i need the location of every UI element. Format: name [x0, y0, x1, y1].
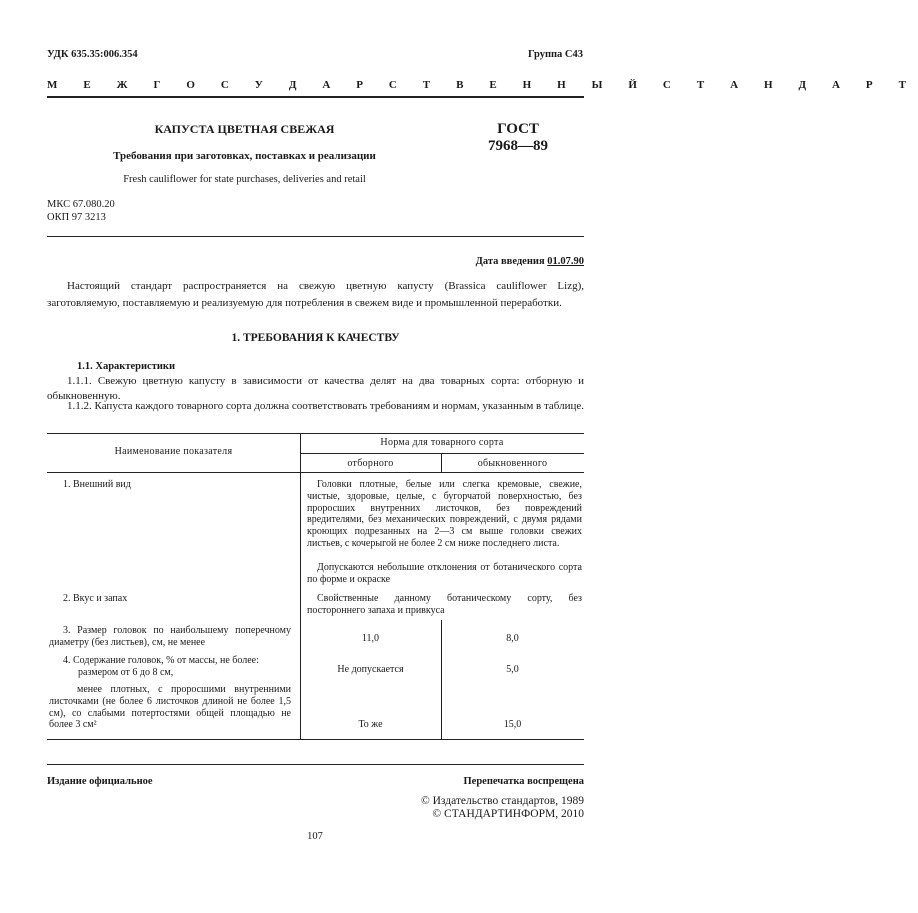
clause-1-1-2: 1.1.2. Капуста каждого товарного сорта должна соответствовать требованиям и нормам, указанным в таблице.: [67, 400, 585, 412]
copyright-1: © Издательство стандартов, 1989: [420, 795, 584, 807]
english-title: Fresh cauliflower for state purchases, deliveries and retail: [123, 174, 366, 185]
row-size-name: 3. Размер головок по наибольшему поперечному диаметру (без листьев), см, не менее: [49, 625, 291, 648]
subsection-heading: 1.1. Характеристики: [77, 361, 176, 372]
header-divider: [47, 96, 584, 98]
section-heading: 1. ТРЕБОВАНИЯ К КАЧЕСТВУ: [231, 332, 400, 344]
row-less-dense-ordinary: 15,0: [503, 719, 522, 730]
row-taste-name: 2. Вкус и запах: [63, 593, 128, 604]
column-header-indicator: Наименование показателя: [114, 446, 233, 457]
reprint-prohibited: Перепечатка воспрещена: [463, 776, 584, 787]
table-bottom-border: [47, 739, 584, 740]
row-less-dense-select: То же: [358, 719, 383, 730]
introduction-date: [476, 255, 584, 268]
group-code: Группа С43: [527, 49, 583, 60]
title-divider: [47, 236, 584, 237]
row-appearance-name: 1. Внешний вид: [63, 479, 131, 490]
gost-label: ГОСТ: [497, 121, 539, 137]
table-subheader-border: [300, 453, 584, 454]
footer-divider: [47, 764, 584, 765]
column-header-norm: Норма для товарного сорта: [380, 437, 504, 448]
row-heads-content-name: 4. Содержание головок, % от массы, не более:: [63, 655, 259, 666]
row-size-ordinary: 8,0: [506, 633, 519, 644]
okp-code: ОКП 97 3213: [47, 212, 106, 223]
clause-1-1-1: 1.1.1. Свежую цветную капусту в зависимости от качества делят на два товарных сорта: отборную и обыкновенную.: [47, 375, 584, 402]
row-heads-size-ordinary: 5,0: [506, 664, 519, 675]
document-title: КАПУСТА ЦВЕТНАЯ СВЕЖАЯ: [154, 122, 335, 136]
interstate-standard-text: М Е Ж Г О С У Д А Р С Т В Е Н Н Ы Й С Т А Н Д А Р Т: [47, 79, 918, 91]
udk-code: УДК 635.35:006.354: [47, 49, 138, 60]
official-edition: Издание официальное: [47, 776, 153, 787]
copyright-2: © СТАНДАРТИНФОРМ, 2010: [432, 808, 584, 820]
row-heads-size-select: Не допускается: [337, 664, 404, 675]
row-taste-norm: Свойственные данному ботаническому сорту, без постороннего запаха и привкуса: [307, 593, 582, 616]
row-less-dense-name: менее плотных, с проросшими внутренними листочками (не более 6 листочков длиной не более 1,5 см), со слабыми потертостями общей площадью не более 3 см²: [49, 684, 291, 731]
row-appearance-note: Допускаются небольшие отклонения от ботанического сорта по форме и окраске: [307, 562, 582, 585]
row-appearance-norm: Головки плотные, белые или слегка кремовые, свежие, чистые, здоровые, целые, с бугорчатой поверхностью, без проросших внутренних листочков, без повреждений вредителями, без механических повреждений, с двумя рядами кроющих подрезанных на 2—3 см выше головки свежих листьев, с кочерыгой не более 2 см ниже последнего листа.: [307, 479, 582, 549]
interstate-standard-banner: [47, 75, 918, 93]
row-heads-size-range: размером от 6 до 8 см,: [78, 667, 174, 678]
column-header-select-grade: отборного: [347, 458, 394, 469]
table-top-border: [47, 433, 584, 434]
row-size-select: 11,0: [361, 633, 380, 644]
gost-number: 7968—89: [488, 138, 548, 154]
page-number: 107: [307, 831, 323, 842]
date-label: Дата введения: [475, 256, 545, 267]
date-value: 01.07.90: [547, 256, 584, 267]
mks-code: МКС 67.080.20: [47, 199, 115, 210]
table-header-bottom-border: [47, 472, 584, 473]
scope-paragraph: Настоящий стандарт распространяется на свежую цветную капусту (Brassica cauliflower Lizg), заготовляемую, поставляемую и реализуемую для потребления в свежем виде и промышленной переработки.: [47, 280, 584, 309]
document-subtitle: Требования при заготовках, поставках и реализации: [113, 150, 376, 162]
table-column-divider: [300, 433, 301, 740]
column-header-ordinary-grade: обыкновенного: [477, 458, 548, 469]
